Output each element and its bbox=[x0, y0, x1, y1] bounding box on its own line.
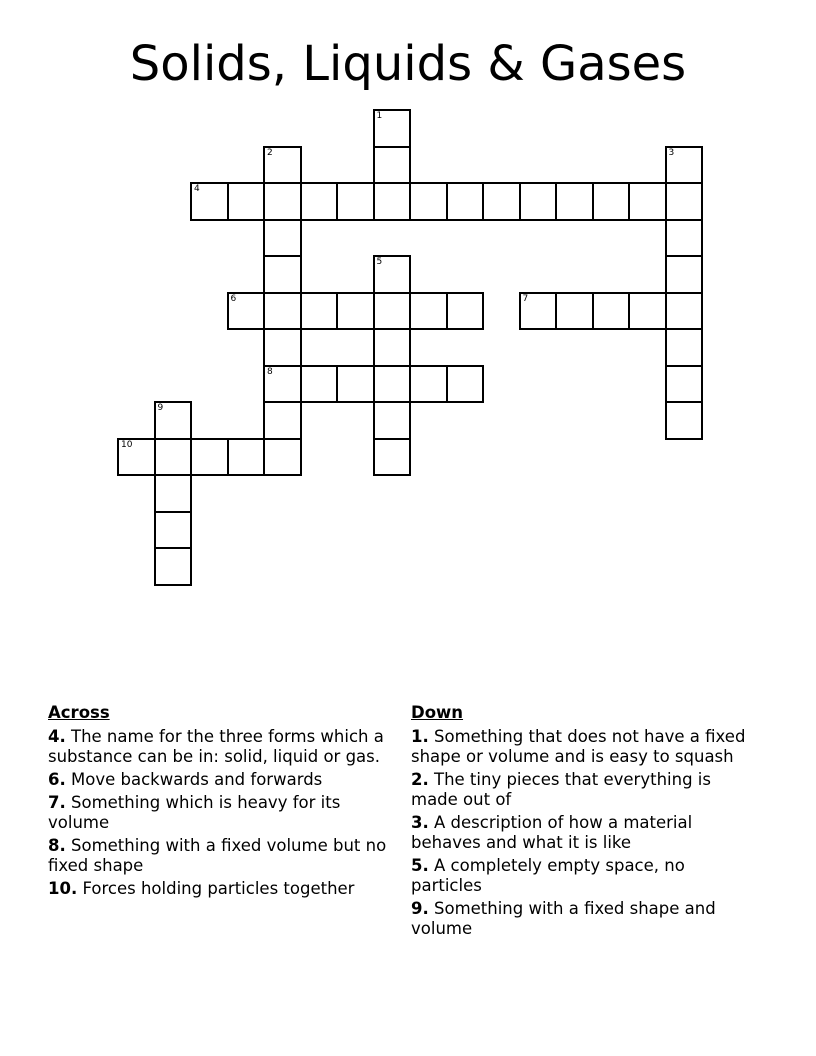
clue-number: 5. bbox=[411, 856, 429, 875]
grid-cell[interactable] bbox=[373, 365, 412, 404]
clue-text: The tiny pieces that everything is made out of bbox=[411, 770, 711, 809]
grid-cell[interactable] bbox=[373, 328, 412, 367]
grid-cell[interactable] bbox=[336, 182, 375, 221]
grid-cell[interactable] bbox=[373, 438, 412, 477]
grid-cell[interactable] bbox=[665, 328, 704, 367]
grid-cell[interactable] bbox=[555, 292, 594, 331]
grid-cell[interactable] bbox=[665, 401, 704, 440]
grid-cell[interactable] bbox=[373, 109, 412, 148]
grid-cell[interactable] bbox=[519, 182, 558, 221]
grid-cell[interactable] bbox=[227, 292, 266, 331]
grid-cell[interactable] bbox=[592, 182, 631, 221]
grid-cell[interactable] bbox=[300, 292, 339, 331]
cell-number: 6 bbox=[230, 293, 237, 304]
grid-cell[interactable] bbox=[190, 182, 229, 221]
grid-cell[interactable] bbox=[409, 292, 448, 331]
clue-text: Something that does not have a fixed shape or volume and is easy to squash bbox=[411, 727, 746, 766]
grid-cell[interactable] bbox=[300, 365, 339, 404]
grid-cell[interactable] bbox=[373, 255, 412, 294]
grid-cell[interactable] bbox=[482, 182, 521, 221]
grid-cell[interactable] bbox=[665, 146, 704, 185]
grid-cell[interactable] bbox=[227, 182, 266, 221]
clue-across-10 bbox=[48, 879, 393, 899]
grid-cell[interactable] bbox=[373, 182, 412, 221]
clue-down-5 bbox=[411, 856, 756, 896]
grid-cell[interactable] bbox=[665, 365, 704, 404]
clue-text: A description of how a material behaves and what it is like bbox=[411, 813, 693, 852]
clue-number: 6. bbox=[48, 770, 66, 789]
clue-across-6 bbox=[48, 770, 393, 790]
across-clues bbox=[48, 703, 393, 902]
grid-cell[interactable] bbox=[336, 292, 375, 331]
grid-cell[interactable] bbox=[519, 292, 558, 331]
grid-cell[interactable] bbox=[409, 182, 448, 221]
grid-cell[interactable] bbox=[665, 182, 704, 221]
clue-number: 8. bbox=[48, 836, 66, 855]
grid-cell[interactable] bbox=[592, 292, 631, 331]
grid-cell[interactable] bbox=[190, 438, 229, 477]
cell-number: 8 bbox=[267, 366, 273, 377]
grid-cell[interactable] bbox=[628, 292, 667, 331]
grid-cell[interactable] bbox=[154, 511, 193, 550]
clue-text: The name for the three forms which a substance can be in: solid, liquid or gas. bbox=[48, 727, 384, 766]
cell-number: 10 bbox=[121, 439, 133, 450]
grid-cell[interactable] bbox=[409, 365, 448, 404]
grid-cell[interactable] bbox=[373, 292, 412, 331]
grid-cell[interactable] bbox=[263, 292, 302, 331]
clue-number: 4. bbox=[48, 727, 66, 746]
clue-across-8 bbox=[48, 836, 393, 876]
cell-number: 9 bbox=[157, 403, 164, 413]
grid-cell[interactable] bbox=[263, 328, 302, 367]
cell-number: 1 bbox=[376, 111, 383, 121]
down-clues bbox=[411, 703, 756, 942]
grid-cell[interactable] bbox=[154, 438, 193, 477]
clue-text: Something with a fixed volume but no fixed shape bbox=[48, 836, 387, 875]
clue-text: Something with a fixed shape and volume bbox=[411, 899, 716, 938]
grid-cell[interactable] bbox=[665, 292, 704, 331]
clue-down-1 bbox=[411, 727, 756, 767]
grid-cell[interactable] bbox=[154, 547, 193, 586]
clue-number: 9. bbox=[411, 899, 429, 918]
clue-across-7 bbox=[48, 793, 393, 833]
grid-cell[interactable] bbox=[154, 401, 193, 440]
grid-cell[interactable] bbox=[336, 365, 375, 404]
clue-number: 3. bbox=[411, 813, 429, 832]
page-title: Solids, Liquids & Gases bbox=[129, 36, 687, 92]
cell-number: 3 bbox=[668, 147, 675, 158]
down-heading: Down bbox=[411, 703, 464, 722]
grid-cell[interactable] bbox=[263, 146, 302, 185]
clue-number: 7. bbox=[48, 793, 66, 812]
clue-text: A completely empty space, no particles bbox=[411, 856, 685, 895]
grid-cell[interactable] bbox=[665, 255, 704, 294]
across-heading: Across bbox=[48, 703, 110, 722]
grid-cell[interactable] bbox=[263, 438, 302, 477]
grid-cell[interactable] bbox=[665, 219, 704, 258]
grid-cell[interactable] bbox=[263, 219, 302, 258]
grid-cell[interactable] bbox=[154, 474, 193, 513]
grid-cell[interactable] bbox=[373, 401, 412, 440]
grid-cell[interactable] bbox=[628, 182, 667, 221]
cell-number: 4 bbox=[194, 184, 200, 194]
grid-cell[interactable] bbox=[373, 146, 412, 185]
clue-down-3 bbox=[411, 813, 756, 853]
clue-down-2 bbox=[411, 770, 756, 810]
clue-number: 2. bbox=[411, 770, 429, 789]
cell-number: 7 bbox=[522, 293, 529, 304]
grid-cell[interactable] bbox=[227, 438, 266, 477]
grid-cell[interactable] bbox=[117, 438, 156, 477]
clue-text: Forces holding particles together bbox=[82, 879, 355, 898]
cell-number: 2 bbox=[267, 147, 273, 158]
clue-across-4 bbox=[48, 727, 393, 767]
grid-cell[interactable] bbox=[263, 365, 302, 404]
grid-cell[interactable] bbox=[263, 255, 302, 294]
grid-cell[interactable] bbox=[263, 401, 302, 440]
grid-cell[interactable] bbox=[300, 182, 339, 221]
grid-cell[interactable] bbox=[446, 182, 485, 221]
cell-number: 5 bbox=[376, 257, 383, 267]
grid-cell[interactable] bbox=[446, 365, 485, 404]
clue-number: 1. bbox=[411, 727, 429, 746]
clue-down-9 bbox=[411, 899, 756, 939]
clue-text: Move backwards and forwards bbox=[71, 770, 323, 789]
grid-cell[interactable] bbox=[446, 292, 485, 331]
clue-text: Something which is heavy for its volume bbox=[48, 793, 341, 832]
grid-cell[interactable] bbox=[263, 182, 302, 221]
clue-number: 10. bbox=[48, 879, 78, 898]
grid-cell[interactable] bbox=[555, 182, 594, 221]
